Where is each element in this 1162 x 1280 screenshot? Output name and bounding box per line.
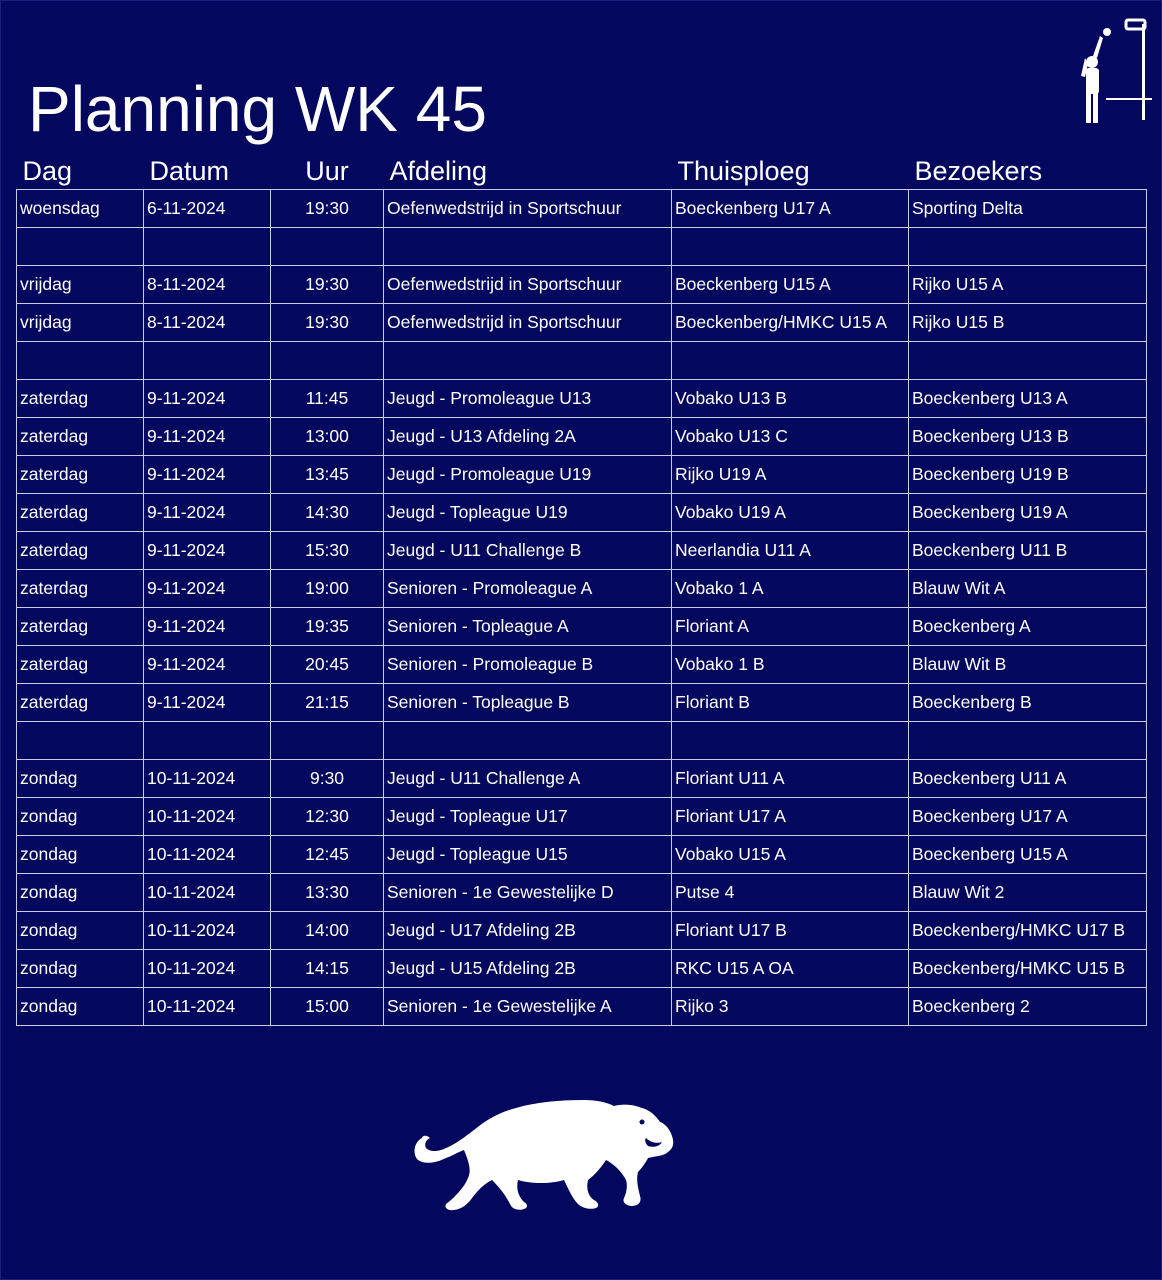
cell-bezoekers — [909, 342, 1147, 380]
table-row — [17, 304, 1147, 342]
cell-thuisploeg: Vobako 1 A — [672, 570, 909, 608]
cell-datum: 9-11-2024 — [144, 418, 271, 456]
cell-dag: zaterdag — [17, 608, 144, 646]
cell-datum: 10-11-2024 — [144, 874, 271, 912]
cell-datum: 10-11-2024 — [144, 912, 271, 950]
cell-uur — [271, 342, 384, 380]
cell-afdeling: Senioren - Topleague B — [384, 684, 672, 722]
table-row — [17, 380, 1147, 418]
cell-thuisploeg: Vobako U15 A — [672, 836, 909, 874]
cell-thuisploeg: Floriant U17 B — [672, 912, 909, 950]
cell-thuisploeg: Floriant U17 A — [672, 798, 909, 836]
cell-thuisploeg — [672, 228, 909, 266]
cell-thuisploeg: Rijko 3 — [672, 988, 909, 1026]
cell-bezoekers: Rijko U15 A — [909, 266, 1147, 304]
cell-bezoekers: Boeckenberg U11 B — [909, 532, 1147, 570]
cell-afdeling: Senioren - 1e Gewestelijke D — [384, 874, 672, 912]
cell-datum — [144, 228, 271, 266]
table-row — [17, 646, 1147, 684]
cell-thuisploeg: Vobako U13 C — [672, 418, 909, 456]
cell-thuisploeg: Rijko U19 A — [672, 456, 909, 494]
cell-datum — [144, 722, 271, 760]
cell-dag: zaterdag — [17, 570, 144, 608]
cell-afdeling: Jeugd - Promoleague U19 — [384, 456, 672, 494]
cell-datum: 9-11-2024 — [144, 494, 271, 532]
column-header-dag: Dag — [22, 156, 73, 186]
cell-bezoekers: Boeckenberg B — [909, 684, 1147, 722]
cell-uur: 19:30 — [271, 266, 384, 304]
cell-afdeling: Senioren - Promoleague A — [384, 570, 672, 608]
cell-dag: woensdag — [17, 190, 144, 228]
column-header-thuisploeg: Thuisploeg — [677, 156, 810, 186]
cell-afdeling: Jeugd - U17 Afdeling 2B — [384, 912, 672, 950]
cell-dag: zaterdag — [17, 418, 144, 456]
table-row — [17, 532, 1147, 570]
cell-bezoekers: Blauw Wit 2 — [909, 874, 1147, 912]
table-row — [17, 836, 1147, 874]
cell-datum: 10-11-2024 — [144, 988, 271, 1026]
cell-bezoekers: Boeckenberg/HMKC U17 B — [909, 912, 1147, 950]
cell-thuisploeg: Neerlandia U11 A — [672, 532, 909, 570]
cell-datum: 9-11-2024 — [144, 456, 271, 494]
column-header-datum: Datum — [149, 156, 230, 186]
cell-uur: 11:45 — [271, 380, 384, 418]
table-row — [17, 912, 1147, 950]
cell-dag: zaterdag — [17, 494, 144, 532]
table-row-spacer — [17, 722, 1147, 760]
cell-bezoekers: Boeckenberg U13 B — [909, 418, 1147, 456]
cell-thuisploeg: Floriant B — [672, 684, 909, 722]
cell-thuisploeg: Boeckenberg U15 A — [672, 266, 909, 304]
cell-bezoekers: Boeckenberg U19 A — [909, 494, 1147, 532]
cell-dag: zondag — [17, 798, 144, 836]
table-row — [17, 950, 1147, 988]
cell-dag: zaterdag — [17, 532, 144, 570]
cell-afdeling: Jeugd - U11 Challenge B — [384, 532, 672, 570]
page-title: Planning WK 45 — [28, 72, 487, 145]
schedule-table — [16, 150, 1147, 1026]
cell-uur: 19:30 — [271, 304, 384, 342]
cell-afdeling: Oefenwedstrijd in Sportschuur — [384, 304, 672, 342]
cell-datum: 9-11-2024 — [144, 380, 271, 418]
table-row — [17, 494, 1147, 532]
cell-uur: 9:30 — [271, 760, 384, 798]
cell-thuisploeg: Vobako 1 B — [672, 646, 909, 684]
cell-thuisploeg: Putse 4 — [672, 874, 909, 912]
table-row — [17, 684, 1147, 722]
table-row — [17, 760, 1147, 798]
schedule-table-wrap — [16, 150, 1146, 1026]
cell-dag: zondag — [17, 950, 144, 988]
cell-datum: 9-11-2024 — [144, 570, 271, 608]
cell-bezoekers: Boeckenberg 2 — [909, 988, 1147, 1026]
cell-dag: zaterdag — [17, 380, 144, 418]
cell-bezoekers: Boeckenberg/HMKC U15 B — [909, 950, 1147, 988]
cell-uur: 19:00 — [271, 570, 384, 608]
cell-datum: 8-11-2024 — [144, 304, 271, 342]
cell-thuisploeg: Vobako U13 B — [672, 380, 909, 418]
cell-afdeling: Jeugd - Topleague U17 — [384, 798, 672, 836]
cell-uur: 14:30 — [271, 494, 384, 532]
table-header-row — [17, 150, 1147, 190]
cell-afdeling: Oefenwedstrijd in Sportschuur — [384, 190, 672, 228]
cell-datum: 10-11-2024 — [144, 760, 271, 798]
table-row — [17, 798, 1147, 836]
cell-uur: 21:15 — [271, 684, 384, 722]
cell-afdeling — [384, 228, 672, 266]
cell-bezoekers — [909, 228, 1147, 266]
cell-thuisploeg: Boeckenberg U17 A — [672, 190, 909, 228]
cell-dag: zaterdag — [17, 684, 144, 722]
cell-uur: 13:00 — [271, 418, 384, 456]
cell-dag: vrijdag — [17, 304, 144, 342]
cell-afdeling: Senioren - 1e Gewestelijke A — [384, 988, 672, 1026]
cell-bezoekers: Boeckenberg U17 A — [909, 798, 1147, 836]
cell-uur: 19:35 — [271, 608, 384, 646]
cell-uur: 15:00 — [271, 988, 384, 1026]
cell-datum: 9-11-2024 — [144, 532, 271, 570]
cell-bezoekers: Blauw Wit A — [909, 570, 1147, 608]
cell-datum — [144, 342, 271, 380]
table-row-spacer — [17, 228, 1147, 266]
schedule-body — [17, 190, 1147, 1026]
cell-datum: 6-11-2024 — [144, 190, 271, 228]
cell-afdeling: Jeugd - U15 Afdeling 2B — [384, 950, 672, 988]
cell-afdeling: Jeugd - Topleague U19 — [384, 494, 672, 532]
cell-dag — [17, 722, 144, 760]
cell-afdeling: Oefenwedstrijd in Sportschuur — [384, 266, 672, 304]
cell-bezoekers: Boeckenberg U15 A — [909, 836, 1147, 874]
cell-uur: 12:30 — [271, 798, 384, 836]
cell-bezoekers: Boeckenberg A — [909, 608, 1147, 646]
cell-bezoekers: Boeckenberg U11 A — [909, 760, 1147, 798]
table-row — [17, 874, 1147, 912]
cell-uur: 13:45 — [271, 456, 384, 494]
cell-uur: 14:00 — [271, 912, 384, 950]
cell-thuisploeg: Vobako U19 A — [672, 494, 909, 532]
cell-datum: 10-11-2024 — [144, 798, 271, 836]
cell-uur: 20:45 — [271, 646, 384, 684]
cell-uur: 19:30 — [271, 190, 384, 228]
cell-afdeling: Senioren - Promoleague B — [384, 646, 672, 684]
cell-dag: zondag — [17, 874, 144, 912]
column-header-bezoekers: Bezoekers — [914, 156, 1043, 186]
tiger-logo — [410, 1098, 676, 1216]
cell-afdeling — [384, 342, 672, 380]
cell-uur — [271, 722, 384, 760]
cell-datum: 8-11-2024 — [144, 266, 271, 304]
table-row — [17, 418, 1147, 456]
table-row — [17, 456, 1147, 494]
table-row — [17, 988, 1147, 1026]
cell-afdeling: Jeugd - U13 Afdeling 2A — [384, 418, 672, 456]
cell-bezoekers: Boeckenberg U19 B — [909, 456, 1147, 494]
korfball-player-icon — [1076, 16, 1156, 128]
table-row — [17, 570, 1147, 608]
cell-thuisploeg: Floriant A — [672, 608, 909, 646]
cell-dag: zondag — [17, 760, 144, 798]
cell-afdeling — [384, 722, 672, 760]
cell-thuisploeg — [672, 342, 909, 380]
cell-bezoekers: Blauw Wit B — [909, 646, 1147, 684]
cell-dag: zaterdag — [17, 456, 144, 494]
cell-datum: 10-11-2024 — [144, 950, 271, 988]
cell-dag: zaterdag — [17, 646, 144, 684]
cell-bezoekers — [909, 722, 1147, 760]
cell-thuisploeg: RKC U15 A OA — [672, 950, 909, 988]
cell-uur — [271, 228, 384, 266]
cell-bezoekers: Sporting Delta — [909, 190, 1147, 228]
cell-datum: 10-11-2024 — [144, 836, 271, 874]
cell-datum: 9-11-2024 — [144, 684, 271, 722]
cell-bezoekers: Rijko U15 B — [909, 304, 1147, 342]
cell-uur: 12:45 — [271, 836, 384, 874]
cell-dag — [17, 228, 144, 266]
cell-dag: zondag — [17, 836, 144, 874]
cell-dag: vrijdag — [17, 266, 144, 304]
column-header-uur: Uur — [305, 156, 349, 186]
cell-uur: 15:30 — [271, 532, 384, 570]
cell-dag — [17, 342, 144, 380]
table-row — [17, 190, 1147, 228]
cell-dag: zondag — [17, 912, 144, 950]
cell-datum: 9-11-2024 — [144, 646, 271, 684]
table-row-spacer — [17, 342, 1147, 380]
cell-datum: 9-11-2024 — [144, 608, 271, 646]
cell-afdeling: Jeugd - Promoleague U13 — [384, 380, 672, 418]
column-header-afdeling: Afdeling — [389, 156, 488, 186]
cell-dag: zondag — [17, 988, 144, 1026]
cell-uur: 13:30 — [271, 874, 384, 912]
cell-afdeling: Jeugd - U11 Challenge A — [384, 760, 672, 798]
cell-afdeling: Jeugd - Topleague U15 — [384, 836, 672, 874]
cell-thuisploeg: Boeckenberg/HMKC U15 A — [672, 304, 909, 342]
table-row — [17, 266, 1147, 304]
cell-afdeling: Senioren - Topleague A — [384, 608, 672, 646]
cell-thuisploeg — [672, 722, 909, 760]
table-row — [17, 608, 1147, 646]
cell-thuisploeg: Floriant U11 A — [672, 760, 909, 798]
cell-uur: 14:15 — [271, 950, 384, 988]
cell-bezoekers: Boeckenberg U13 A — [909, 380, 1147, 418]
